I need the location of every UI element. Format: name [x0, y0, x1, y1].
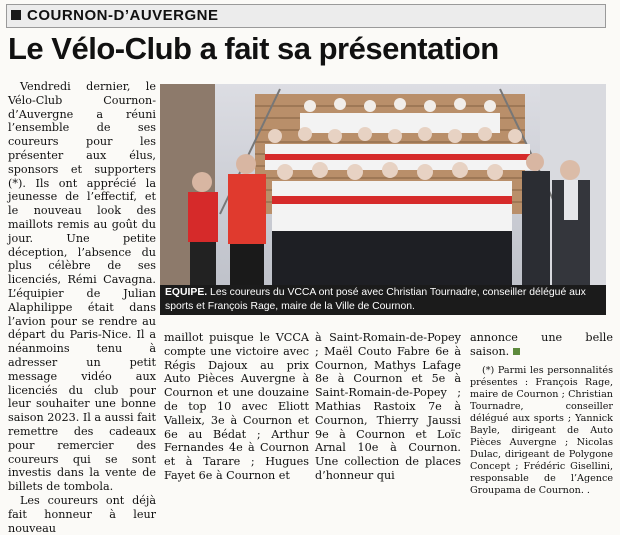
- body-text: maillot puisque le VCCA compte une victoire avec Régis Dajoux au prix Auto Pièces Auvergne à Cournon et une douzaine de top 10 avec Eliott Valleix, 3e à Cournon et 6e au Bédat ; Arthur Fernandes 4e à Cournon et à Tarare ; Hugues Fayet 6e à Cournon et: [164, 331, 309, 482]
- section-banner: [6, 4, 606, 28]
- article-column-4: [470, 331, 613, 497]
- team-photo-image: [160, 84, 606, 285]
- footnote: (*) Parmi les personnalités présentes : François Rage, maire de Cournon ; Christian Tournadre, conseiller délégué aux sports ; Yannick Bayle, dirigeant de Auto Pièces Auvergne ; Nicolas Dulac, dirigeant de Polygone Concept ; Frédéric Gisellini, responsable de l’Agence Groupama de Cournon. .: [470, 364, 613, 496]
- caption-text: Les coureurs du VCCA ont posé avec Christian Tournadre, conseiller délégué aux sports et François Rage, maire de la Ville de Cournon.: [165, 287, 586, 312]
- article-column-2: [164, 331, 309, 483]
- article-column-3: [315, 331, 461, 483]
- body-paragraph: Vendredi dernier, le Vélo-Club Cournon-d’Auvergne a réuni l’ensemble de ses coureurs pour les présenter aux élus, sponsors et supporters (*). Ils ont apprécié la jeunesse de l’effectif, et le nouveau look des maillots remis au goût du jour. Une petite déception, l’absence du plus célèbre de ses licenciés, Rémi Cavagna. L’équipier de Julian Alaphilippe était dans l’avion pour se rendre au départ du Paris-Nice. Il a néanmoins tenu à adresser un petit message vidéo aux licenciés du club pour leur souhaiter une bonne saison 2023. Il a aussi fait remettre des cadeaux pour remercier des coureurs qui se sont investis dans la vente de billets de tombola.: [8, 80, 156, 494]
- photo-caption: [160, 285, 606, 315]
- caption-lead: EQUIPE.: [165, 287, 208, 298]
- section-square-icon: [11, 10, 21, 20]
- section-kicker: COURNON-D’AUVERGNE: [27, 7, 219, 24]
- article-headline: Le Vélo-Club a fait sa présentation: [8, 31, 499, 66]
- body-text: à Saint-Romain-de-Popey ; Maël Couto Fabre 6e à Cournon, Mathys Lafage 8e à Cournon et 5e à Saint-Romain-de-Popey ; Mathias Rastoix 7e à Cournon, Thierry Jaussi 9e à Cournon et Loïc Arnal 10e à Cournon. Une collection de places d’honneur qui: [315, 331, 461, 482]
- body-text: annonce une belle saison.: [470, 331, 613, 358]
- article-column-1: [8, 80, 156, 535]
- team-photo: [160, 84, 606, 285]
- body-paragraph: [470, 331, 613, 359]
- end-mark-icon: [513, 348, 520, 355]
- body-paragraph: Les coureurs ont déjà fait honneur à leur nouveau: [8, 493, 156, 535]
